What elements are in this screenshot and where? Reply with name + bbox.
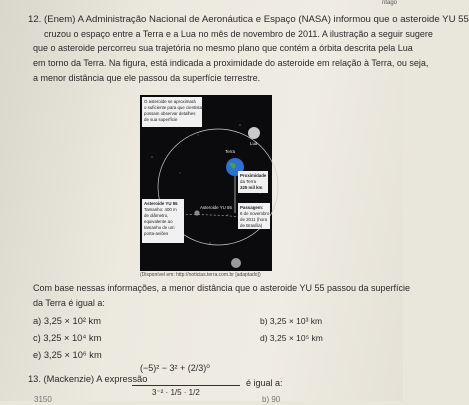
asteroid-future-icon (231, 258, 241, 268)
q12-prompt-1: Com base nessas informações, a menor distância que o asteroide YU 55 passou da superfície (33, 283, 411, 293)
q13-numerator: (−5)² − 3² + (2/3)⁰ (140, 363, 210, 373)
figure-caption: (Disponível em: http://noticias.terra.com.br [adaptado]) (140, 272, 261, 278)
callout-top-2: o suficiente para que cientistas (144, 105, 205, 110)
q12-line-3: que o asteroide percorreu sua trajetória no mesmo plano que contém a órbita descrita pela Lua (33, 43, 413, 53)
option-d[interactable]: d) 3,25 × 10⁵ km (260, 333, 323, 343)
option-e[interactable]: e) 3,25 × 10⁶ km (33, 350, 102, 360)
asteroid-info-3: de diâmetro, (144, 213, 169, 218)
passage-2: 8 de novembro (240, 211, 270, 216)
lua-label: Lua (250, 141, 258, 146)
asteroid-info-4: equivalente ao (144, 219, 173, 224)
option-a[interactable]: a) 3,25 × 10² km (33, 316, 101, 326)
asteroid-info-5: tamanho de um (144, 225, 175, 230)
proximity-2: da Terra (240, 179, 257, 184)
passage-1: Passagem: (240, 205, 264, 210)
proximity-3: 325 mil km (240, 185, 263, 190)
asteroid-icon (194, 210, 199, 215)
asteroid-info-1: Asteroide YU 55 (144, 201, 178, 206)
q13-denominator: 3⁻² · 1/5 · 1/2 (152, 388, 200, 397)
callout-top-4: de sua superfície (144, 117, 178, 122)
fraction-bar (132, 385, 240, 386)
q13-lead: 13. (Mackenzie) A expressão (28, 374, 148, 384)
asteroid-info-2: Tamanho: 400 m (144, 207, 177, 212)
moon-icon (248, 127, 260, 139)
q12-line-4: em torno da Terra. Na figura, está indicada a proximidade do asteroide em relação à Terra, ou seja, (33, 58, 429, 68)
q12-line-1: 12. (Enem) A Administração Nacional de Aeronáutica e Espaço (NASA) informou que o asteroide YU 55 (28, 14, 469, 25)
callout-top-3: possam observar detalhes (144, 111, 196, 116)
figure-svg (140, 95, 272, 271)
corner-mark: ntago (381, 0, 397, 6)
passage-3: de 2011 (hora (240, 217, 268, 222)
asteroid-label: Asteroide YU 55 (200, 205, 232, 210)
q12-prompt-2: da Terra é igual a: (33, 298, 105, 308)
q13-fraction (130, 363, 240, 397)
q13-option-a-partial[interactable]: 3150 (34, 395, 52, 404)
callout-top-1: O asteroide se aproximará (144, 99, 196, 104)
option-b[interactable]: b) 3,25 × 10³ km (260, 316, 323, 326)
proximity-1: Proximidade (240, 173, 267, 178)
asteroid-info-6: porta-aviões (144, 231, 169, 236)
q12-line-5: a menor distância que ele passou da superfície terrestre. (33, 73, 261, 83)
terra-label: Terra (225, 149, 236, 154)
q12-line-2: cruzou o espaço entre a Terra e a Lua no mês de novembro de 2011. A ilustração a seguir sugere (44, 29, 433, 39)
asteroid-figure (140, 95, 272, 271)
q13-option-b-partial[interactable]: b) 90 (262, 395, 281, 404)
passage-4: de Brasília) (240, 223, 263, 228)
q13-tail: é igual a: (246, 378, 283, 388)
option-c[interactable]: c) 3,25 × 10⁴ km (33, 333, 102, 343)
